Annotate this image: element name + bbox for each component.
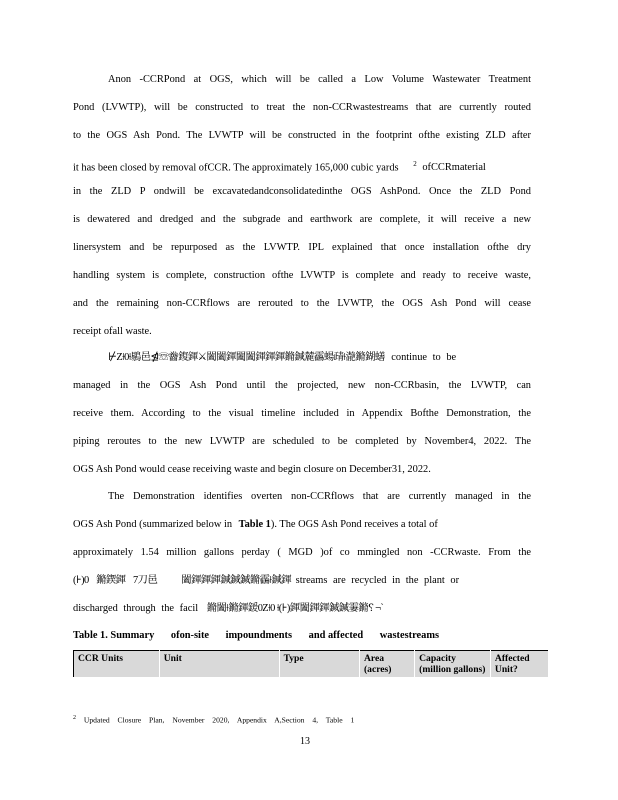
paragraph-1-line-2: Pond (LVWTP), will be constructed to treat the non-CCRwastestreams that are currently routed xyxy=(73,102,531,113)
paragraph-2-line-2: managed in the OGS Ash Pond until the projected, new non-CCRbasin, the LVWTP, can xyxy=(73,380,531,391)
header-affected-unit: Affected Unit? xyxy=(490,651,548,678)
paragraph-2-line-5: OGS Ash Pond would cease receiving waste and begin closure on December31, 2022. xyxy=(73,464,431,475)
table-caption xyxy=(73,630,453,641)
paragraph-1-line-5: in the ZLD P ondwill be excavatedandconsolidatedinthe OGS AshPond. Once the ZLD Pond xyxy=(73,186,531,197)
table-reference: Table 1 xyxy=(238,519,271,530)
table-caption-part: Table 1. Summary xyxy=(73,630,155,641)
impoundments-table xyxy=(73,650,548,677)
paragraph-1-line-4-text: it has been closed by removal ofCCR. The approximately 165,000 cubic yards xyxy=(73,162,399,174)
paragraph-1-line-6: is dewatered and dredged and the subgrade and earthwork are complete, it will receive a new xyxy=(73,214,531,225)
paragraph-3-line-3: approximately 1.54 million gallons perday ( MGD )of co mmingled non -CCRwaste. From the xyxy=(73,547,531,558)
garbled-text-3: 鏅闔⟊鏅鍕鍰0Z⟊0 ⟊(⊦)鍕闔鍕鍕鍼鍼霋鏅⸮ ¬` xyxy=(206,603,384,614)
garbled-text-1: (⊦)0⟊鏅鍥鍕⟊7刀⾢鏅⃫ xyxy=(73,575,173,586)
paragraph-3-line-2-text: OGS Ash Pond (summarized below in xyxy=(73,519,233,530)
header-type: Type xyxy=(279,651,359,678)
paragraph-2-line-3: receive them. According to the visual timeline included in Appendix Bofthe Demonstration, the xyxy=(73,408,531,419)
paragraph-3-line-1: The Demonstration identifies overten non-CCRflows that are currently managed in the xyxy=(108,491,531,502)
paragraph-1-line-4 xyxy=(73,157,486,175)
footnote xyxy=(73,715,354,725)
paragraph-3-line-5-text: discharged through the facil xyxy=(73,603,199,614)
garbled-text-2: 闔鍕鍕鍕鍼鍼鍼鏅靏⟊鍼鍕 xyxy=(181,575,292,586)
header-area: Area (acres) xyxy=(359,651,414,678)
table-caption-part: wastestreams xyxy=(379,630,440,641)
header-capacity: Capacity (million gallons) xyxy=(415,651,491,678)
footnote-number: 2 xyxy=(73,715,76,721)
paragraph-3-line-4-text: streams are recycled in the plant or xyxy=(295,575,460,586)
table-header-row xyxy=(74,651,549,678)
paragraph-3-line-2 xyxy=(73,518,438,532)
table-caption-part: and affected xyxy=(308,630,364,641)
table-caption-part: ofon-site xyxy=(170,630,210,641)
garbled-text: ⊬Z⟊0⟊鶍⾢⋬☏齤鍑鍕⚔闔闔鍕闔闔鍕鍕鍕鏅鍼麓靏蝪靕⟊濪鏅鍸蟮 xyxy=(108,352,385,363)
page-number: 13 xyxy=(300,736,310,747)
paragraph-1-line-8: handling system is complete, construction ofthe LVWTP is complete and ready to receive waste, xyxy=(73,270,531,281)
paragraph-3-line-4 xyxy=(73,574,459,588)
paragraph-3-line-5 xyxy=(73,602,383,616)
footnote-text: Updated Closure Plan, November 2020, Appendix A,Section 4, Table 1 xyxy=(83,715,355,725)
paragraph-2-line-4: piping reroutes to the new LVWTP are scheduled to be completed by November4, 2022. The xyxy=(73,436,531,447)
header-ccr-units: CCR Units xyxy=(74,651,160,678)
footnote-reference: 2 xyxy=(413,160,417,168)
paragraph-1-line-1: Anon -CCRPond at OGS, which will be called a Low Volume Wastewater Treatment xyxy=(108,74,531,85)
paragraph-1-line-10: receipt ofall waste. xyxy=(73,326,152,337)
paragraph-1-line-4-tail: ofCCRmaterial xyxy=(422,162,486,174)
paragraph-1-line-9: and the remaining non-CCRflows are rerouted to the LVWTP, the OGS Ash Pond will cease xyxy=(73,298,531,309)
paragraph-1-line-7: linersystem and be repurposed as the LVWTP. IPL explained that once installation ofthe dry xyxy=(73,242,531,253)
paragraph-3-line-2-tail: ). The OGS Ash Pond receives a total of xyxy=(270,519,438,530)
header-unit: Unit xyxy=(159,651,279,678)
paragraph-1-line-3: to the OGS Ash Pond. The LVWTP will be constructed in the footprint ofthe existing ZLD after xyxy=(73,130,531,141)
table-caption-part: impoundments xyxy=(225,630,293,641)
paragraph-2-line-1 xyxy=(108,351,456,365)
paragraph-2-line-1-text: continue to be xyxy=(391,352,457,363)
